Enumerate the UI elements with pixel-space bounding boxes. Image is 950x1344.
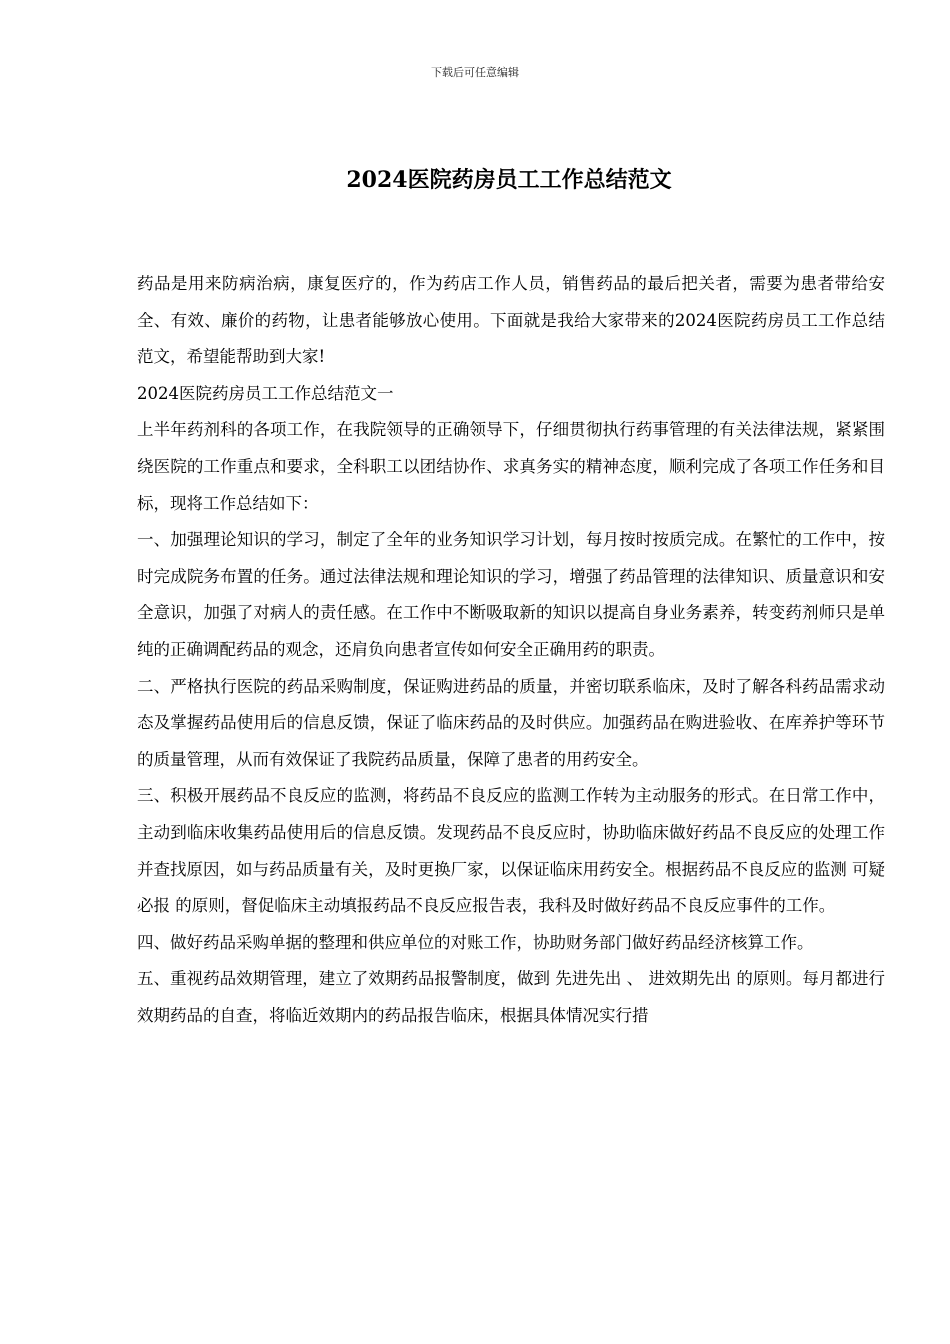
paragraph-subtitle: 2024医院药房员工工作总结范文一 xyxy=(137,383,394,403)
paragraph-item-1: 一、加强理论知识的学习，制定了全年的业务知识学习计划，每月按时按质完成。在繁忙的工作中，按时完成院务布置的任务。通过法律法规和理论知识的学习，增强了药品管理的法律知识、质量意识和安全意识，加强了对病人的责任感。在工作中不断吸取新的知识以提高自身业务素养，转变药剂师只是单纯的正确调配药品的观念，还肩负向患者宣传如何安全正确用药的职责。 xyxy=(137,530,885,659)
page-header: 下载后可任意编辑 xyxy=(431,66,519,79)
document-body xyxy=(137,266,885,1034)
paragraph-item-4: 四、做好药品采购单据的整理和供应单位的对账工作，协助财务部门做好药品经济核算工作。 xyxy=(137,932,814,952)
paragraph-intro: 药品是用来防病治病，康复医疗的，作为药店工作人员，销售药品的最后把关者，需要为患者带给安全、有效、廉价的药物，让患者能够放心使用。下面就是我给大家带来的2024医院药房员工工作总结范文，希望能帮助到大家! xyxy=(137,274,885,367)
paragraph-item-5: 五、重视药品效期管理，建立了效期药品报警制度，做到 先进先出 、 进效期先出 的原则。每月都进行效期药品的自查，将临近效期内的药品报告临床，根据具体情况实行措 xyxy=(137,969,885,1025)
paragraph-item-3: 三、积极开展药品不良反应的监测，将药品不良反应的监测工作转为主动服务的形式。在日常工作中，主动到临床收集药品使用后的信息反馈。发现药品不良反应时，协助临床做好药品不良反应的处理工作并查找原因，如与药品质量有关，及时更换厂家，以保证临床用药安全。根据药品不良反应的监测 可疑必报 的原则，督促临床主动填报药品不良反应报告表，我科及时做好药品不良反应事件的工作。 xyxy=(137,786,885,916)
paragraph-overview: 上半年药剂科的各项工作，在我院领导的正确领导下，仔细贯彻执行药事管理的有关法律法规，紧紧围绕医院的工作重点和要求，全科职工以团结协作、求真务实的精神态度，顺利完成了各项工作任务和目标，现将工作总结如下： xyxy=(137,420,885,513)
paragraph-item-2: 二、严格执行医院的药品采购制度，保证购进药品的质量，并密切联系临床，及时了解各科药品需求动态及掌握药品使用后的信息反馈，保证了临床药品的及时供应。加强药品在购进验收、在库养护等环节的质量管理，从而有效保证了我院药品质量，保障了患者的用药安全。 xyxy=(137,676,885,769)
document-title: 2024医院药房员工工作总结范文 xyxy=(346,167,672,193)
